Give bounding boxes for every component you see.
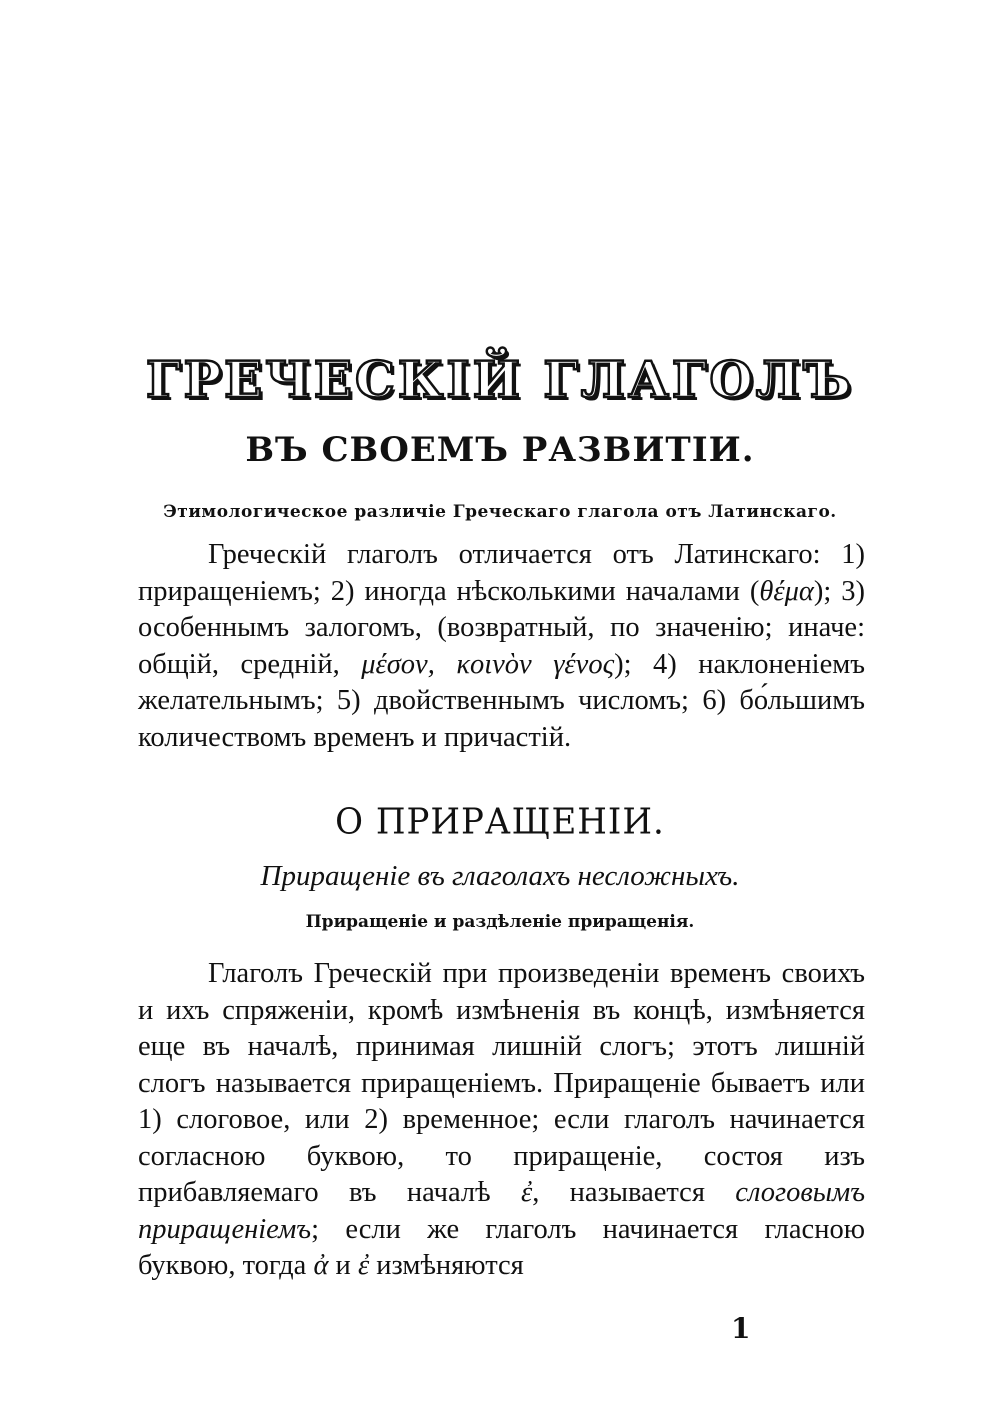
greek-letter-epsilon: ἐ bbox=[520, 1177, 533, 1208]
section-subheading: Этимологическое различіе Греческаго глагола отъ Латинскаго. bbox=[163, 502, 837, 522]
paragraph-augment-text-b: , называется bbox=[532, 1177, 736, 1208]
chapter-title: ГРЕЧЕСКІЙ ГЛАГОЛЪ bbox=[146, 350, 854, 409]
paragraph-augment-text-d: и bbox=[328, 1250, 358, 1281]
paragraph-augment bbox=[138, 956, 865, 1285]
italic-subheading: Приращеніе въ глаголахъ несложныхъ. bbox=[260, 860, 740, 892]
paragraph-augment-text-c: ; если же глаголъ начинается гласною буквою, тогда bbox=[138, 1213, 865, 1281]
greek-letter-alpha: ἀ bbox=[313, 1250, 329, 1281]
small-subheading: Приращеніе и раздѣленіе приращенія. bbox=[305, 912, 695, 932]
emphasized-term: слоговымъ приращеніемъ bbox=[138, 1177, 865, 1245]
page-number: 1 bbox=[731, 1312, 751, 1345]
paragraph-augment-text-e: измѣняются bbox=[369, 1250, 524, 1281]
paragraph-intro bbox=[138, 537, 865, 756]
chapter-subtitle: ВЪ СВОЕМЪ РАЗВИТІИ. bbox=[245, 430, 755, 470]
greek-term-thema: θέμα bbox=[759, 575, 814, 607]
paragraph-intro-text-c: ); 4) наклоненіемъ желательнымъ; 5) двойственнымъ числомъ; 6) бо́льшимъ количествомъ временъ и причастій. bbox=[138, 648, 865, 753]
greek-letter-epsilon-2: ἐ bbox=[357, 1250, 370, 1281]
section-heading: О ПРИРАЩЕНІИ. bbox=[335, 801, 665, 843]
paragraph-intro-text-b: ); 3) особеннымъ залогомъ, (возвратный, по значенію; иначе: общій, средній, bbox=[138, 575, 866, 680]
greek-term-meson: μέσον, κοινὸν γένος bbox=[361, 648, 615, 680]
paragraph-augment-text-a: Глаголъ Греческій при произведеніи временъ своихъ и ихъ спряженіи, кромѣ измѣненія въ концѣ, измѣняется еще въ началѣ, принимая лишній слогъ; этотъ лишній слогъ называется приращеніемъ. Приращеніе бываетъ или 1) слоговое, или 2) временное; если глаголъ начинается согласною буквою, то приращеніе, состоя изъ прибавляемаго въ началѣ bbox=[138, 958, 865, 1208]
paragraph-intro-text-a: Греческій глаголъ отличается отъ Латинскаго: 1) приращеніемъ; 2) иногда нѣсколькими началами ( bbox=[138, 539, 865, 607]
